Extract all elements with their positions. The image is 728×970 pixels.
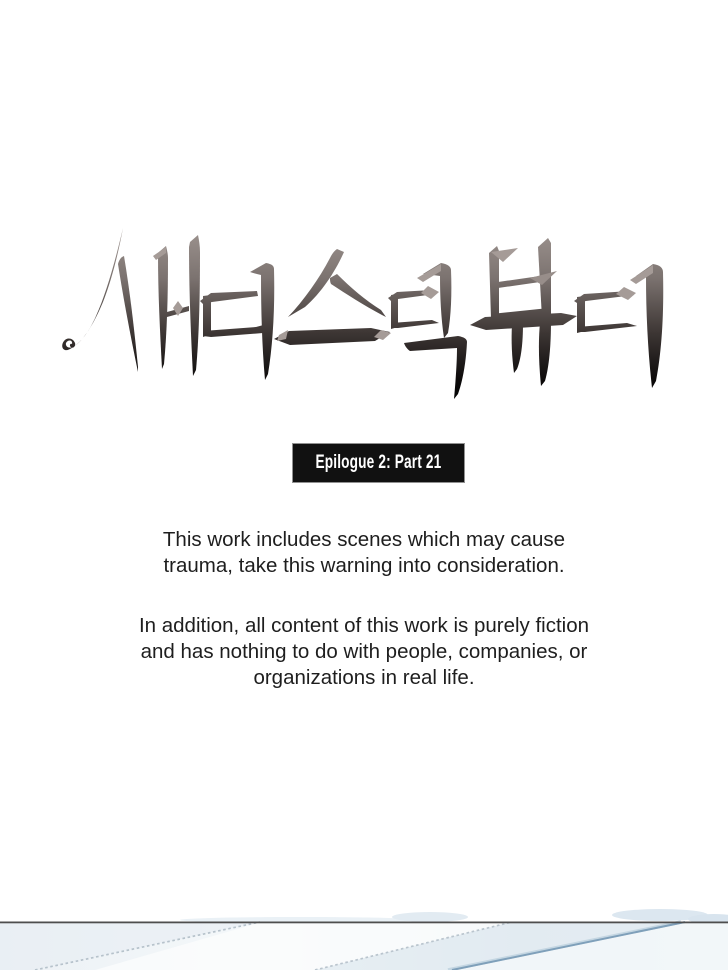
- disclaimer-line: In addition, all content of this work is purely fiction: [138, 614, 590, 637]
- title-logo: [60, 222, 680, 412]
- disclaimer-paragraph-2: [0, 613, 728, 691]
- next-panel-preview: [0, 905, 728, 970]
- disclaimer-line: and has nothing to do with people, companies, or: [140, 640, 588, 663]
- episode-badge: [292, 443, 465, 483]
- smudge: [392, 912, 468, 922]
- disclaimer-line: trauma, take this warning into consideration.: [163, 554, 565, 577]
- disclaimer-paragraph-1: [0, 527, 728, 579]
- title-logo-art: [60, 222, 680, 412]
- logo-strokes: [62, 228, 663, 399]
- episode-badge-label: Epilogue 2: Part 21: [315, 452, 442, 473]
- panel-divider: [0, 922, 728, 924]
- next-panel-art: [0, 905, 728, 970]
- disclaimer-line: organizations in real life.: [253, 666, 475, 689]
- disclaimer-line: This work includes scenes which may cause: [162, 528, 566, 551]
